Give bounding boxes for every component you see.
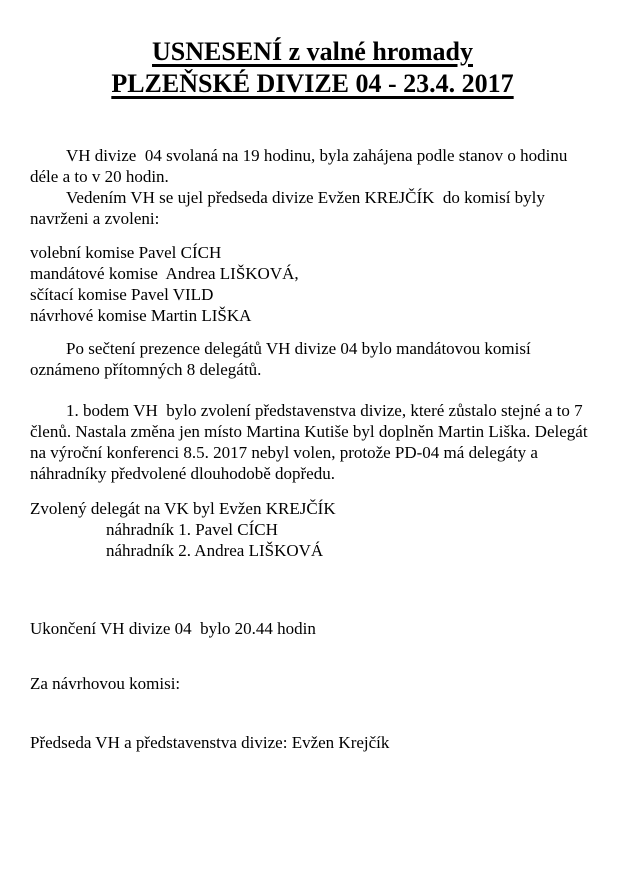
delegate-line: Zvolený delegát na VK byl Evžen KREJČÍK xyxy=(30,499,336,518)
title-line-1: USNESENÍ z valné hromady xyxy=(152,37,473,66)
para-board-line-4: náhradníky předvolené dlouhodobě dopředu. xyxy=(30,464,335,483)
para-chairman-line-1: Vedením VH se ujel předseda divize Evžen KREJČÍK do komisí byly xyxy=(66,188,545,207)
para-attendance-line-2: oznámeno přítomných 8 delegátů. xyxy=(30,360,262,379)
document-body xyxy=(30,145,595,753)
para-board-line-2: členů. Nastala změna jen místo Martina Kutiše byl doplněn Martin Liška. Delegát xyxy=(30,422,588,441)
para-chairman-line-2: navrženi a zvoleni: xyxy=(30,209,160,228)
substitute-line-1: náhradník 1. Pavel CÍCH xyxy=(106,520,278,539)
committee-line-counting: sčítací komise Pavel VILD xyxy=(30,285,214,304)
para-board-line-3: na výroční konferenci 8.5. 2017 nebyl volen, protože PD-04 má delegáty a xyxy=(30,443,538,462)
closing-time-line: Ukončení VH divize 04 bylo 20.44 hodin xyxy=(30,619,316,638)
para-opening-line-2: déle a to v 20 hodin. xyxy=(30,167,169,186)
committee-line-electoral: volební komise Pavel CÍCH xyxy=(30,243,222,262)
title-line-2: PLZEŇSKÉ DIVIZE 04 - 23.4. 2017 xyxy=(111,69,514,98)
document-title xyxy=(30,36,595,100)
para-attendance-line-1: Po sečtení prezence delegátů VH divize 04 bylo mandátovou komisí xyxy=(66,339,531,358)
para-board-line-1: 1. bodem VH bylo zvolení představenstva divize, které zůstalo stejné a to 7 xyxy=(66,401,583,420)
committee-line-drafting: návrhové komise Martin LIŠKA xyxy=(30,306,252,325)
para-opening-line-1: VH divize 04 svolaná na 19 hodinu, byla zahájena podle stanov o hodinu xyxy=(66,146,568,165)
substitute-line-2: náhradník 2. Andrea LIŠKOVÁ xyxy=(106,541,324,560)
committee-line-mandate: mandátové komise Andrea LIŠKOVÁ, xyxy=(30,264,299,283)
signature-chairman-line: Předseda VH a představenstva divize: Evžen Krejčík xyxy=(30,733,390,752)
signature-committee-line: Za návrhovou komisi: xyxy=(30,674,181,693)
